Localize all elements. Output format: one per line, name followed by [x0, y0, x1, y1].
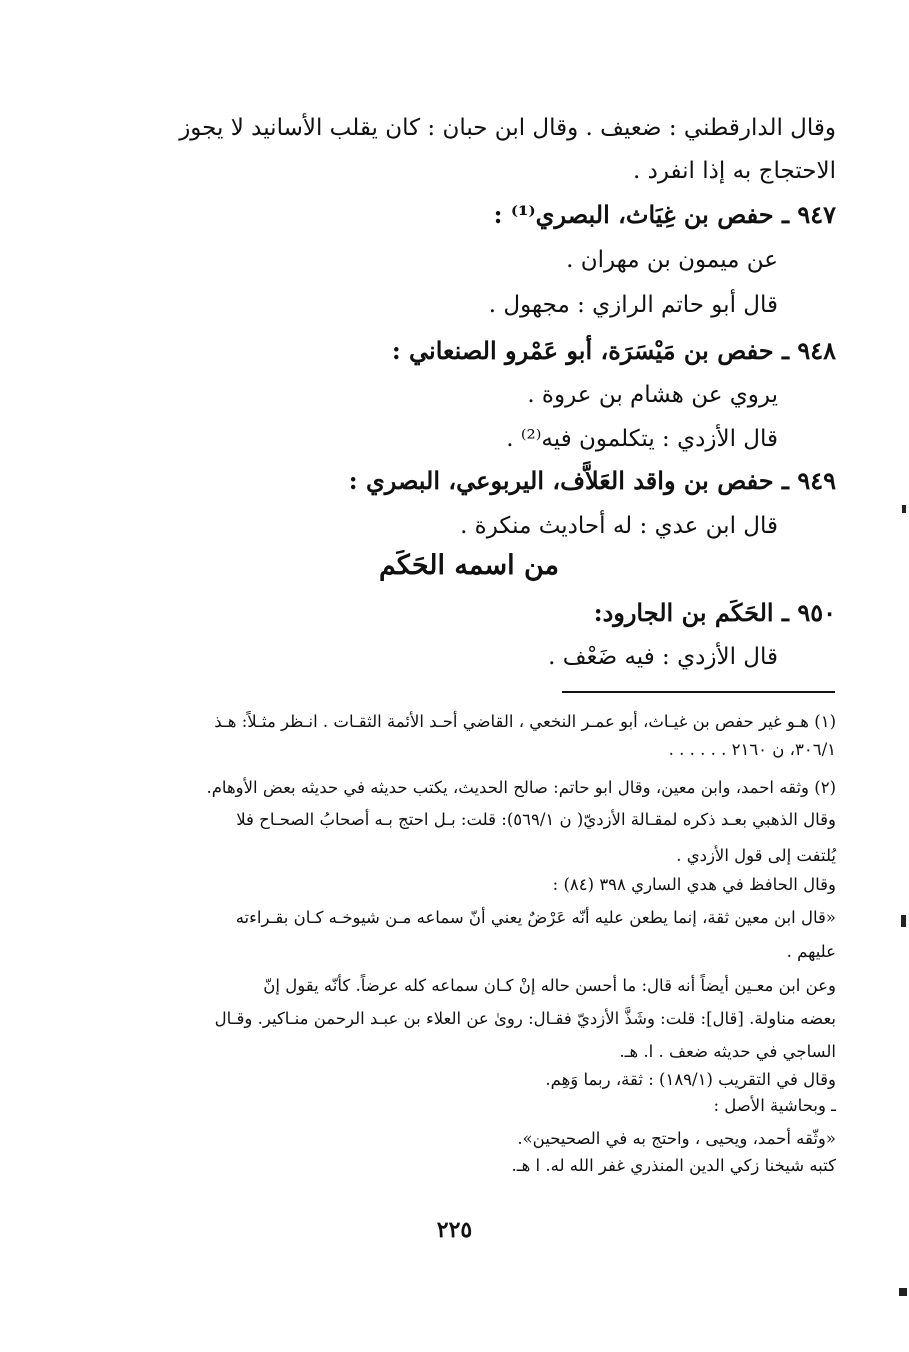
- entry-949-heading: ٩٤٩ ـ حفص بن واقد العَلاَّف، اليربوعي، البصري :: [348, 466, 836, 495]
- section-title: من اسمه الحَكَم: [378, 550, 559, 581]
- scan-mark: [901, 915, 906, 927]
- footnote-2-line-11: ـ وبحاشية الأصل :: [713, 1096, 836, 1115]
- footnote-2-line-2: وقال الذهبي بعـد ذكره لمقـالة الأزديّ( ن ٥٦٩/١): قلت: بـل احتج بـه أصحابُ الصحـاح فلا: [236, 810, 836, 829]
- entry-948-line-2: قال الأزدي : يتكلمون فيه⁽²⁾ .: [506, 426, 778, 452]
- footnote-2-line-13: كتبه شيخنا زكي الدين المنذري غفر الله له. ا هـ.: [511, 1156, 836, 1175]
- footnote-2-line-10: وقال في التقريب (١٨٩/١) : ثقة، ربما وَهِم.: [545, 1070, 836, 1089]
- entry-947-line-1: عن ميمون بن مهران .: [566, 247, 778, 273]
- footnote-2-line-12: «وثّقه أحمد، ويحيى ، واحتج به في الصحيحين».: [517, 1129, 836, 1148]
- entry-950-line-1: قال الأزدي : فيه ضَعْف .: [548, 644, 778, 670]
- body-line-1: وقال الدارقطني : ضعيف . وقال ابن حبان : كان يقلب الأسانيد لا يجوز: [179, 115, 836, 141]
- footnote-2-line-6: عليهم .: [786, 942, 836, 961]
- footnote-2-line-9: الساجي في حديثه ضعف . ا. هـ.: [619, 1042, 836, 1061]
- footnote-2-line-5: «قال ابن معين ثقة، إنما يطعن عليه أنّه عَرْضٌ يعني أنّ سماعه مـن شيوخـه كـان بقـراءته: [235, 908, 836, 927]
- footnote-1-line-2: ٣٠٦/١، ن ٢١٦٠ . . . . . .: [668, 740, 836, 759]
- scan-mark: [902, 505, 906, 513]
- footnote-2-line-7: وعن ابن معـين أيضاً أنه قال: ما أحسن حاله إنْ كـان سماعه كله عرضاً. كأنّه يقول إنّ: [263, 976, 836, 995]
- footnote-2-line-3: يُلتفت إلى قول الأزدي .: [676, 846, 836, 865]
- entry-948-line-1: يروي عن هشام بن عروة .: [527, 382, 778, 408]
- footnote-2-line-1: (٢) وثقه احمد، وابن معين، وقال ابو حاتم: صالح الحديث، يكتب حديثه في حديثه بعض الأوهام.: [206, 778, 836, 797]
- page-number: ٢٢٥: [436, 1217, 473, 1243]
- footnote-separator: [562, 691, 835, 693]
- body-line-2: الاحتجاج به إذا انفرد .: [632, 158, 836, 184]
- entry-950-heading: ٩٥٠ ـ الحَكَم بن الجارود:: [593, 598, 836, 627]
- footnote-1-line-1: (١) هـو غير حفص بن غيـاث، أبو عمـر النخعي ، القاضي أحـد الأئمة الثقـات . انـظر مثـلاً: هـذ: [214, 712, 836, 731]
- entry-948-heading: ٩٤٨ ـ حفص بن مَيْسَرَة، أبو عَمْرو الصنعاني :: [391, 336, 836, 365]
- entry-947-heading: ٩٤٧ ـ حفص بن غِيَاث، البصري⁽¹⁾ :: [493, 200, 836, 229]
- entry-947-line-2: قال أبو حاتم الرازي : مجهول .: [488, 292, 778, 318]
- footnote-2-line-8: بعضه مناولة. [قال]: قلت: وشَذَّ الأزديّ فقـال: روىٰ عن العلاء بن عبـد الرحمن منـاكير. وقـال: [214, 1009, 836, 1028]
- scan-mark: [899, 1288, 907, 1296]
- entry-949-line-1: قال ابن عدي : له أحاديث منكرة .: [460, 513, 778, 539]
- footnote-2-line-4: وقال الحافظ في هدي الساري ٣٩٨ (٨٤) :: [552, 875, 836, 894]
